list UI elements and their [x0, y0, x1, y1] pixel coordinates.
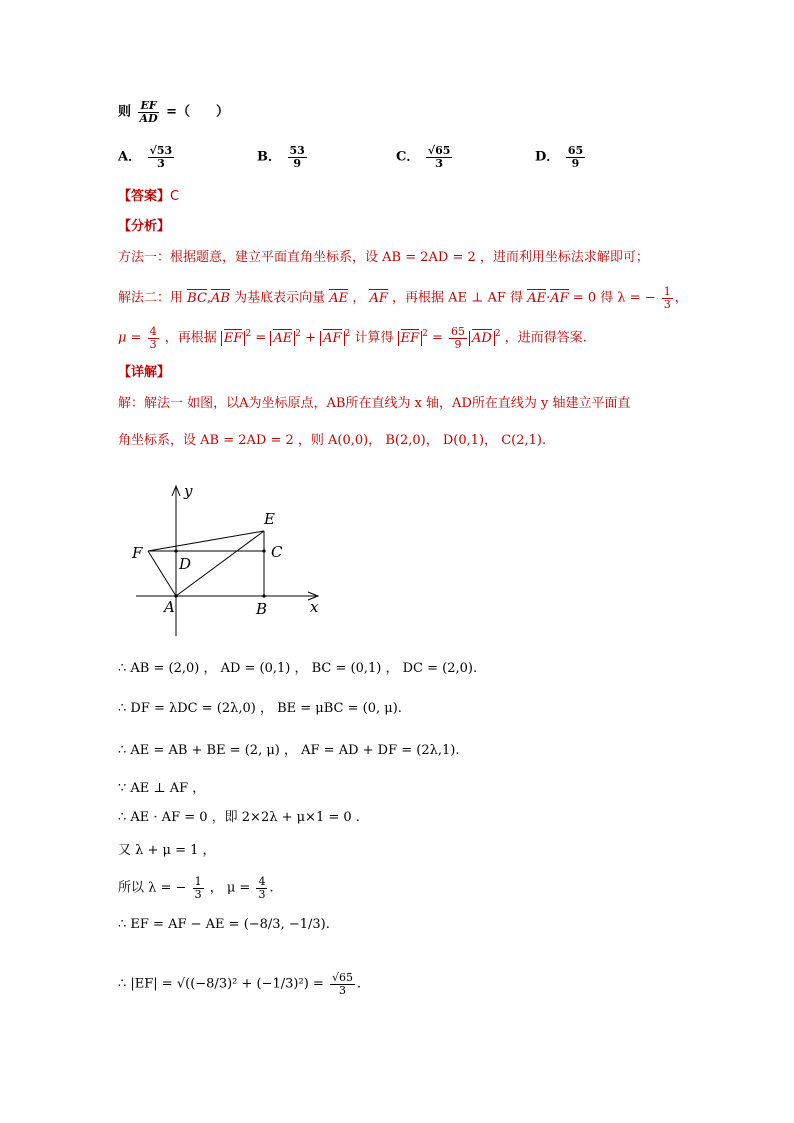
step-5: ∴ AE · AF = 0 ，即 2×2λ + μ×1 = 0 .	[118, 810, 360, 825]
label-f: F	[132, 544, 143, 562]
label-c: C	[271, 543, 283, 561]
option-c[interactable]: C． $\frac{√65}{3}$	[396, 144, 451, 170]
detail-label: 【详解】	[118, 365, 171, 380]
answer-line: 【答案】C	[118, 189, 180, 204]
detail-line2: 角坐标系，设 AB = 2AD = 2 ，则 A(0,0)， B(2,0)， D(0,1)， C(2,1).	[118, 433, 547, 448]
step-9: ∴ |EF| = √((−8/3)² + (−1/3)²) = $\frac{√65}{3}$ .	[118, 971, 362, 997]
label-d: D	[179, 555, 192, 573]
step-3: ∴ AE = AB + BE = (2, μ) ， AF = AD + DF = (2λ,1).	[118, 743, 460, 758]
segment-fe	[148, 531, 264, 551]
point-d	[174, 549, 177, 552]
point-c	[262, 549, 265, 552]
option-b[interactable]: B． $\frac{53}{9}$	[257, 144, 305, 170]
step-2: ∴ DF = λDC = (2λ,0) ， BE = μBC = (0, μ).	[118, 701, 402, 716]
step-4: ∵ AE ⊥ AF ，	[118, 781, 206, 796]
question-stem: 则 $\frac{EF}{AD}$ =（ ）	[118, 99, 230, 125]
analysis-label: 【分析】	[118, 219, 171, 234]
ratio-fraction: $\frac{EF}{AD}$	[139, 99, 158, 125]
label-y: y	[184, 482, 193, 500]
option-a[interactable]: A． $\frac{√53}{3}$	[118, 144, 173, 170]
detail-line1: 解：解法一 如图，以A为坐标原点，AB所在直线为 x 轴，AD所在直线为 y 轴建立平面直	[118, 396, 631, 411]
label-e: E	[264, 510, 275, 528]
step-7: 所以 λ = − $\frac{1}{3}$ ， μ = $\frac{4}{3}$ .	[118, 875, 274, 901]
label-x: x	[310, 598, 319, 616]
option-d[interactable]: D． $\frac{65}{9}$	[535, 144, 584, 170]
label-b: B	[256, 600, 268, 618]
analysis-method2-cont: μ = $\frac{4}{3}$ ，再根据 EF $^2$ = AE $^2$ + AF $^2$ 计算得 EF $^2$ = $\frac{65}{9}$ AD $^2$ ，进而得答案.	[118, 325, 587, 351]
point-b	[262, 594, 265, 597]
step-6: 又 λ + μ = 1 ，	[118, 843, 216, 858]
label-a: A	[164, 598, 175, 616]
segment-af	[148, 551, 176, 596]
point-a	[174, 594, 177, 597]
coordinate-figure	[128, 478, 328, 638]
step-1: ∴ AB = (2,0) ， AD = (0,1) ， BC = (0,1) ， DC = (2,0).	[118, 661, 478, 676]
analysis-method2: 解法二：用 BC,AB 为基底表示向量 AE ， AF ，再根据 AE ⊥ AF 得 AE·AF = 0 得 λ = − $\frac{1}{3}$ ，	[118, 285, 688, 311]
analysis-method1: 方法一：根据题意，建立平面直角坐标系，设 AB = 2AD = 2 ，进而利用坐标法求解即可；	[118, 250, 649, 265]
step-8: ∴ EF = AF − AE = (−8/3, −1/3).	[118, 917, 330, 932]
